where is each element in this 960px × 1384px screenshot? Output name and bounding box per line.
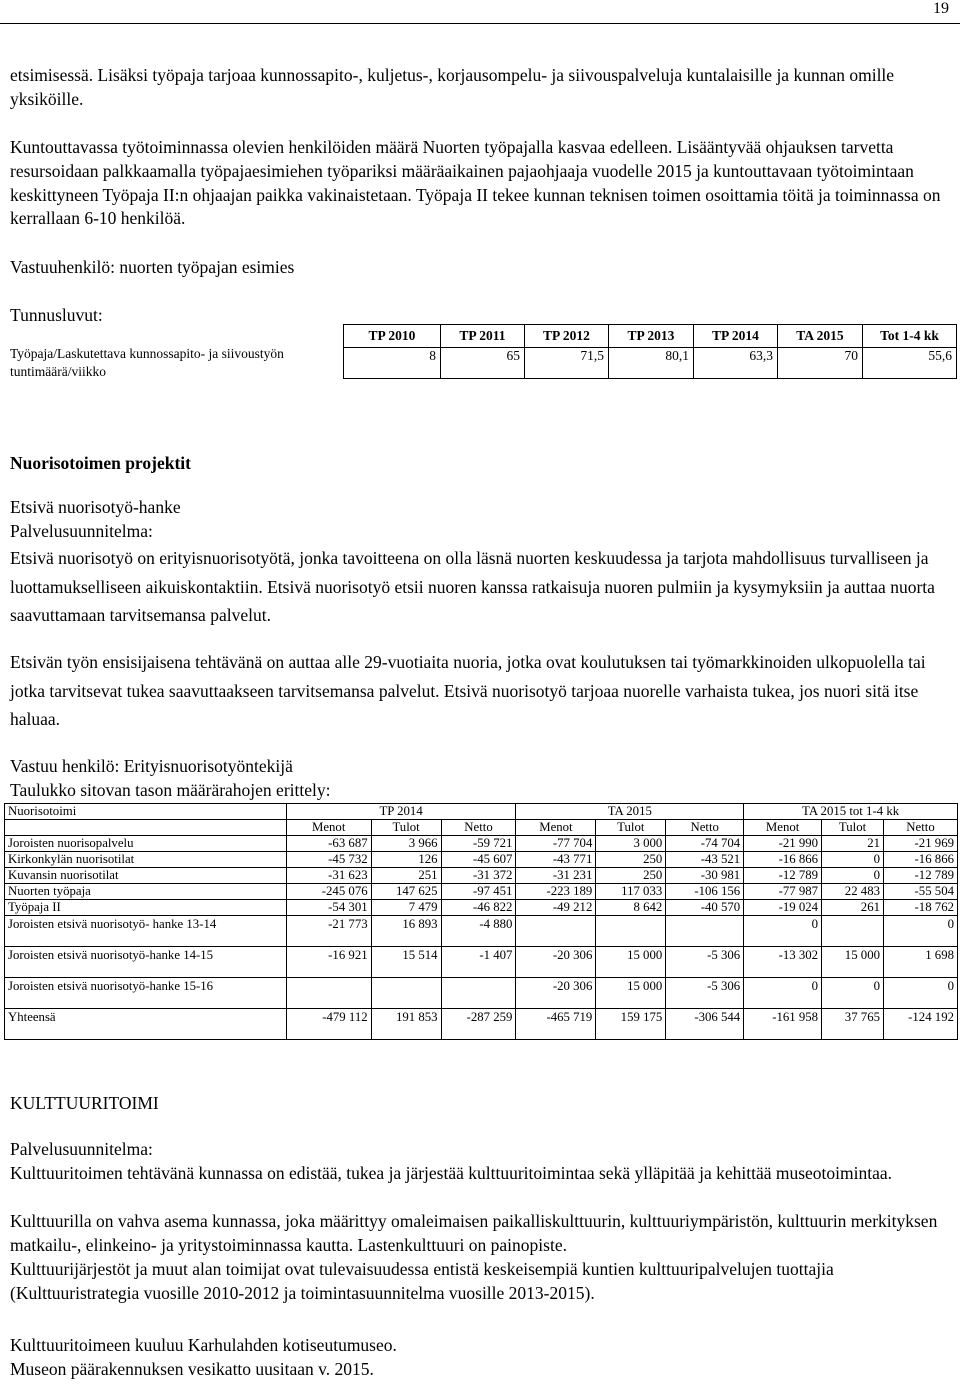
table-row	[5, 868, 958, 884]
budget-cell: 8 642	[596, 900, 666, 916]
budget-cell: -465 719	[516, 1009, 596, 1040]
budget-cell: 159 175	[596, 1009, 666, 1040]
budget-table	[4, 803, 958, 1040]
budget-cell: -20 306	[516, 947, 596, 978]
metrics-value-cell: 80,1	[609, 348, 694, 379]
budget-cell: -306 544	[666, 1009, 744, 1040]
intro-paragraph-1: etsimisessä. Lisäksi työpaja tarjoaa kunnossapito-, kuljetus-, korjausompelu- ja siivouspalveluja kuntalaisille ja kunnan omille yksiköille.	[10, 65, 895, 109]
budget-cell	[516, 916, 596, 947]
metrics-row-label: Työpaja/Laskutettava kunnossapito- ja siivoustyön tuntimäärä/viikko	[10, 346, 284, 379]
budget-cell: -46 822	[441, 900, 516, 916]
budget-cell: 261	[822, 900, 884, 916]
budget-cell	[822, 916, 884, 947]
budget-cell: 21	[822, 836, 884, 852]
budget-cell: -287 259	[441, 1009, 516, 1040]
metrics-header-cell: TP 2013	[609, 325, 694, 348]
budget-cell	[286, 978, 371, 1009]
budget-subheader: Netto	[666, 820, 744, 836]
budget-cell: 1 698	[884, 947, 958, 978]
budget-cell: -21 990	[744, 836, 822, 852]
header-rule	[0, 23, 960, 24]
budget-cell	[596, 916, 666, 947]
intro-paragraph-2: Kuntouttavassa työtoiminnassa olevien henkilöiden määrä Nuorten työpajalla kasvaa edelleen. Lisääntyvää ohjauksen tarvetta resursoidaan palkkaamalla työpajaesimiehen työpariksi määräaikainen pajaohjaaja vuodelle 2015 ja kuntouttavaan työtoimintaan keskittyneen Työpaja II:n ohjaajan paikka vakinaistetaan. Työpaja II tekee kunnan teknisen toimen osoittamia töitä ja toiminnassa on kerrallaan 6-10 henkilöä.	[10, 137, 941, 229]
budget-cell: 0	[744, 978, 822, 1009]
budget-cell: -74 704	[666, 836, 744, 852]
budget-cell: -97 451	[441, 884, 516, 900]
budget-subheader: Tulot	[596, 820, 666, 836]
metrics-value-cell: 63,3	[694, 348, 778, 379]
table-row	[5, 884, 958, 900]
budget-cell	[371, 978, 441, 1009]
budget-cell: 7 479	[371, 900, 441, 916]
budget-cell: 191 853	[371, 1009, 441, 1040]
budget-cell: 22 483	[822, 884, 884, 900]
budget-cell: 15 000	[822, 947, 884, 978]
youth-project-title: Etsivä nuorisotyö-hanke	[10, 497, 181, 517]
culture-plan-label: Palvelusuunnitelma:	[10, 1139, 153, 1159]
budget-cell: -30 981	[666, 868, 744, 884]
budget-cell: -31 623	[286, 868, 371, 884]
table-row	[5, 836, 958, 852]
budget-cell: -16 866	[884, 852, 958, 868]
budget-cell: 15 000	[596, 978, 666, 1009]
budget-cell	[666, 916, 744, 947]
table-row	[5, 916, 958, 947]
budget-cell: -40 570	[666, 900, 744, 916]
metrics-header-cell: TA 2015	[778, 325, 863, 348]
budget-row-name: Joroisten etsivä nuorisotyö- hanke 13-14	[5, 916, 287, 947]
metrics-heading: Tunnusluvut:	[10, 305, 103, 325]
table-row	[5, 852, 958, 868]
budget-corner-cell: Nuorisotoimi	[5, 804, 287, 820]
budget-cell: 0	[822, 852, 884, 868]
metrics-value-cell: 71,5	[525, 348, 609, 379]
metrics-header-cell: Tot 1-4 kk	[863, 325, 957, 348]
budget-cell: -5 306	[666, 947, 744, 978]
budget-row-name: Joroisten etsivä nuorisotyö-hanke 15-16	[5, 978, 287, 1009]
table-row	[5, 900, 958, 916]
budget-cell: -13 302	[744, 947, 822, 978]
budget-cell: 15 514	[371, 947, 441, 978]
metrics-header-cell: TP 2011	[441, 325, 525, 348]
culture-paragraph-1: Kulttuuritoimen tehtävänä kunnassa on edistää, tukea ja järjestää kulttuuritoimintaa sekä ylläpitää ja kehittää museotoimintaa.	[10, 1163, 893, 1183]
budget-cell: -479 112	[286, 1009, 371, 1040]
budget-cell: -21 969	[884, 836, 958, 852]
budget-cell: 126	[371, 852, 441, 868]
budget-cell: -16 866	[744, 852, 822, 868]
budget-row-name: Työpaja II	[5, 900, 287, 916]
metrics-header-cell: TP 2012	[525, 325, 609, 348]
budget-cell: 0	[822, 978, 884, 1009]
culture-paragraph-4: Kulttuuritoimeen kuuluu Karhulahden kotiseutumuseo.	[10, 1335, 397, 1355]
budget-cell: -223 189	[516, 884, 596, 900]
youth-paragraph-2: Etsivän työn ensisijaisena tehtävänä on auttaa alle 29-vuotiaita nuoria, jotka ovat koulutuksen tai työmarkkinoiden ulkopuolella tai jotka tarvitsevat tukea saavuttaakseen tarvitsemansa palvelut. Etsivä nuorisotyö tarjoaa nuorelle varhaista tukea, jos nuori sitä itse haluaa.	[10, 652, 926, 729]
budget-group-header: TA 2015 tot 1-4 kk	[744, 804, 958, 820]
budget-cell: 15 000	[596, 947, 666, 978]
budget-group-header-row	[5, 804, 958, 820]
budget-cell: 147 625	[371, 884, 441, 900]
budget-cell: -5 306	[666, 978, 744, 1009]
budget-cell: -63 687	[286, 836, 371, 852]
budget-cell: -21 773	[286, 916, 371, 947]
budget-cell: -18 762	[884, 900, 958, 916]
budget-group-header: TA 2015	[516, 804, 744, 820]
budget-cell: 0	[884, 978, 958, 1009]
metrics-header-row	[344, 325, 957, 348]
budget-cell: -12 789	[744, 868, 822, 884]
budget-cell: 117 033	[596, 884, 666, 900]
budget-cell	[441, 978, 516, 1009]
budget-cell: 37 765	[822, 1009, 884, 1040]
metrics-value-cell: 55,6	[863, 348, 957, 379]
budget-cell: -59 721	[441, 836, 516, 852]
table-row	[5, 947, 958, 978]
budget-cell: 16 893	[371, 916, 441, 947]
budget-row-name: Kuvansin nuorisotilat	[5, 868, 287, 884]
budget-subheader: Menot	[516, 820, 596, 836]
budget-subheader: Netto	[441, 820, 516, 836]
budget-cell: 250	[596, 868, 666, 884]
budget-cell: -16 921	[286, 947, 371, 978]
culture-paragraph-2: Kulttuurilla on vahva asema kunnassa, joka määrittyy omaleimaisen paikalliskulttuurin, kulttuuriympäristön, kulttuurin merkityksen matkailu-, elinkeino- ja yritystoiminnassa kautta. Lastenkulttuuri on painopiste.	[10, 1211, 938, 1255]
metrics-header-cell: TP 2010	[344, 325, 441, 348]
budget-row-name: Joroisten nuorisopalvelu	[5, 836, 287, 852]
budget-cell: 3 966	[371, 836, 441, 852]
budget-cell: -45 607	[441, 852, 516, 868]
budget-cell: -77 987	[744, 884, 822, 900]
budget-cell: -43 771	[516, 852, 596, 868]
budget-table-title: Taulukko sitovan tason määrärahojen erittely:	[10, 780, 331, 800]
metrics-value-row	[344, 348, 957, 379]
youth-plan-label: Palvelusuunnitelma:	[10, 521, 153, 541]
table-row	[5, 978, 958, 1009]
budget-cell: -45 732	[286, 852, 371, 868]
budget-subheader: Tulot	[822, 820, 884, 836]
budget-empty-cell	[5, 820, 287, 836]
table-row	[5, 1009, 958, 1040]
budget-cell: 0	[822, 868, 884, 884]
metrics-value-cell: 8	[344, 348, 441, 379]
budget-cell: -49 212	[516, 900, 596, 916]
budget-cell: -19 024	[744, 900, 822, 916]
budget-cell: -245 076	[286, 884, 371, 900]
culture-paragraph-3: Kulttuurijärjestöt ja muut alan toimijat ovat tulevaisuudessa entistä keskeisempiä kuntien kulttuuripalvelujen tuottajia (Kulttuuristrategia vuosille 2010-2012 ja toimintasuunnitelma vuosille 2013-2015).	[10, 1259, 834, 1303]
budget-row-name: Yhteensä	[5, 1009, 287, 1040]
metrics-header-cell: TP 2014	[694, 325, 778, 348]
budget-cell: 251	[371, 868, 441, 884]
budget-cell: -77 704	[516, 836, 596, 852]
budget-cell: -161 958	[744, 1009, 822, 1040]
budget-cell: -12 789	[884, 868, 958, 884]
page-number: 19	[933, 0, 949, 17]
budget-cell: -54 301	[286, 900, 371, 916]
budget-row-name: Kirkonkylän nuorisotilat	[5, 852, 287, 868]
budget-cell: -43 521	[666, 852, 744, 868]
budget-group-header: TP 2014	[286, 804, 516, 820]
budget-cell: 0	[884, 916, 958, 947]
budget-cell: 250	[596, 852, 666, 868]
metrics-value-cell: 70	[778, 348, 863, 379]
budget-subheader-row	[5, 820, 958, 836]
budget-subheader: Menot	[744, 820, 822, 836]
budget-subheader: Tulot	[371, 820, 441, 836]
budget-cell: 0	[744, 916, 822, 947]
budget-cell: -20 306	[516, 978, 596, 1009]
budget-cell: -4 880	[441, 916, 516, 947]
metrics-value-cell: 65	[441, 348, 525, 379]
budget-cell: -124 192	[884, 1009, 958, 1040]
budget-cell: -55 504	[884, 884, 958, 900]
budget-cell: -31 372	[441, 868, 516, 884]
budget-cell: -106 156	[666, 884, 744, 900]
budget-cell: -31 231	[516, 868, 596, 884]
culture-paragraph-5: Museon päärakennuksen vesikatto uusitaan v. 2015.	[10, 1359, 374, 1379]
responsible-person: Vastuuhenkilö: nuorten työpajan esimies	[10, 257, 295, 277]
budget-subheader: Menot	[286, 820, 371, 836]
youth-heading: Nuorisotoimen projektit	[10, 453, 191, 473]
youth-responsible: Vastuu henkilö: Erityisnuorisotyöntekijä	[10, 756, 293, 776]
youth-paragraph-1: Etsivä nuorisotyö on erityisnuorisotyötä, jonka tavoitteena on olla läsnä nuorten keskuudessa ja tarjota mahdollisuus turvalliseen ja luottamukselliseen aikuiskontaktiin. Etsivä nuorisotyö etsii nuoren kanssa ratkaisuja nuoren pulmiin ja kysymyksiin ja auttaa nuorta saavuttamaan tarvitsemansa palvelut.	[10, 548, 935, 625]
budget-cell: -1 407	[441, 947, 516, 978]
budget-subheader: Netto	[884, 820, 958, 836]
culture-heading: KULTTUURITOIMI	[10, 1093, 159, 1113]
budget-cell: 3 000	[596, 836, 666, 852]
budget-row-name: Joroisten etsivä nuorisotyö-hanke 14-15	[5, 947, 287, 978]
metrics-table	[343, 324, 957, 379]
budget-row-name: Nuorten työpaja	[5, 884, 287, 900]
